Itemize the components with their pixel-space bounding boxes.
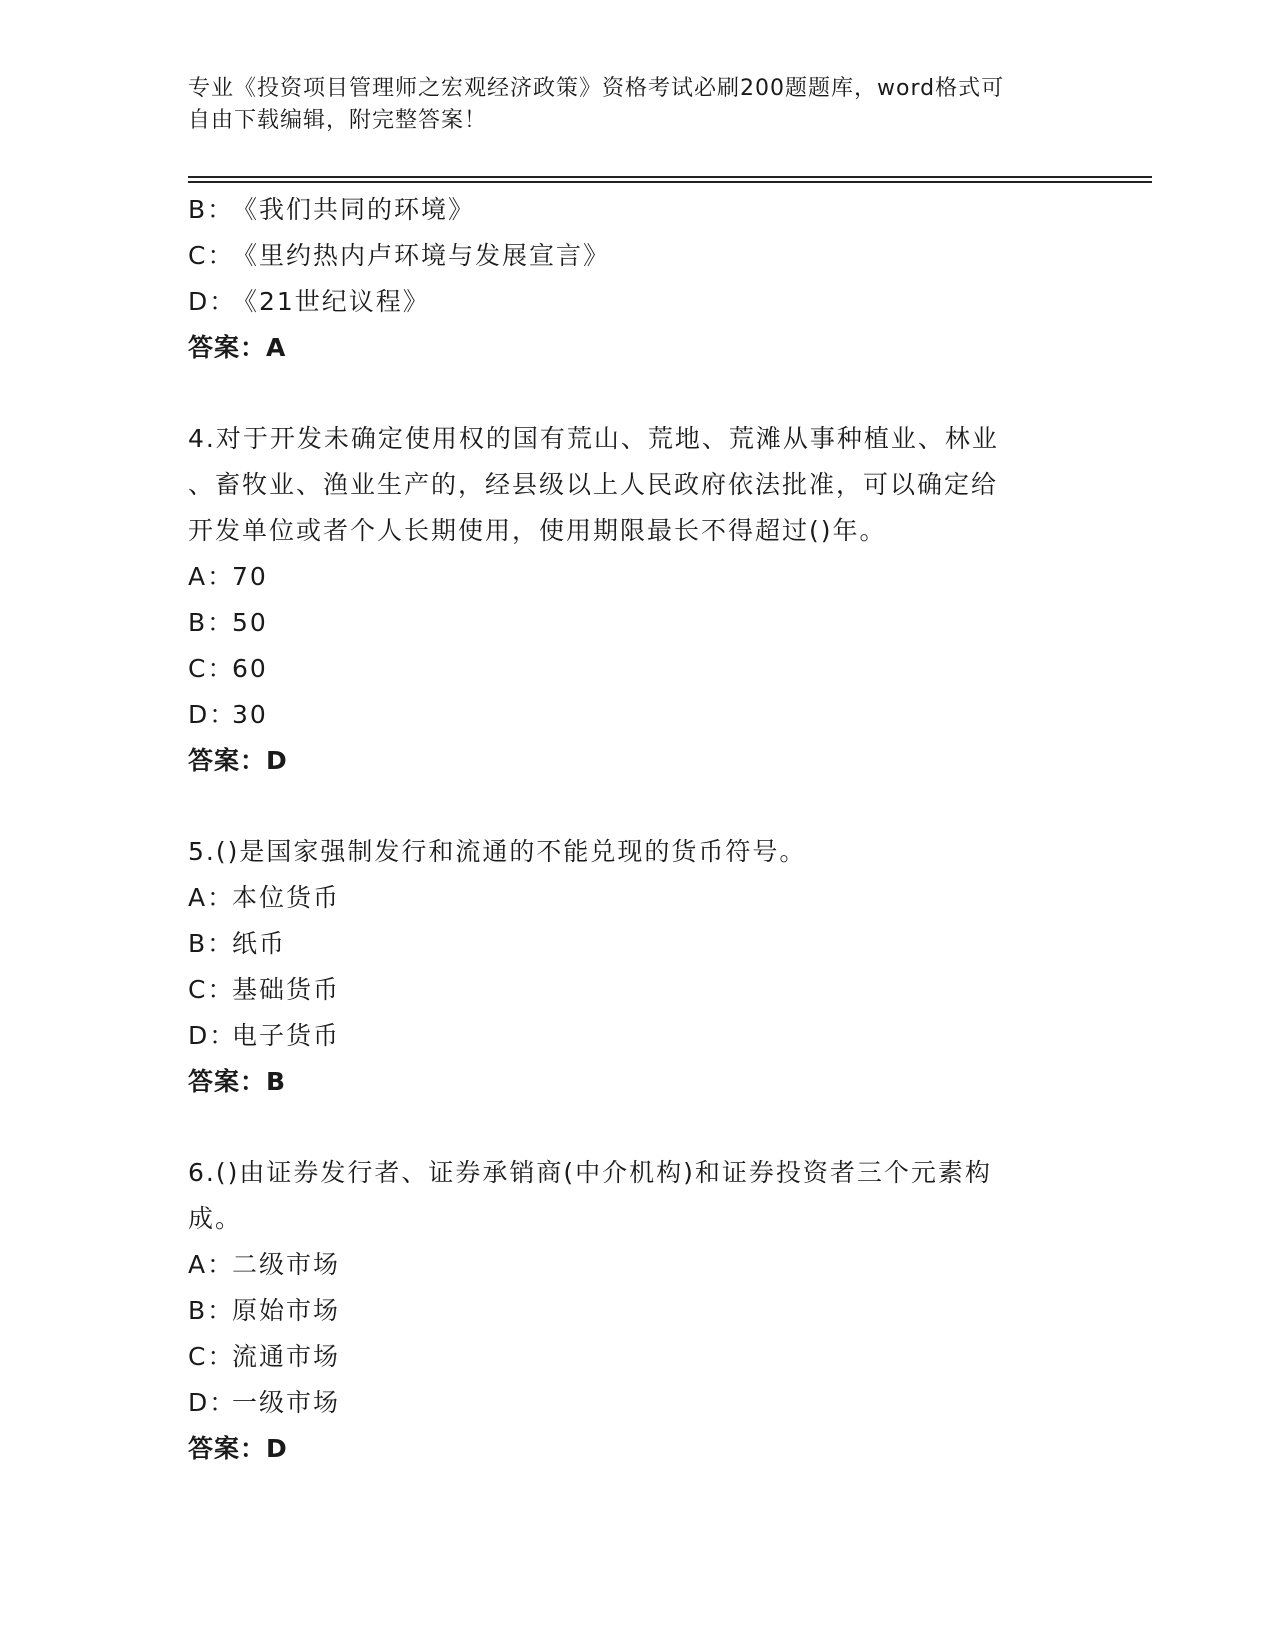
header-divider-top xyxy=(188,176,1152,178)
option-d xyxy=(188,1380,1068,1426)
option-letter: D： xyxy=(188,700,237,729)
option-text: 60 xyxy=(232,654,268,683)
answer: 答案：A xyxy=(188,333,287,362)
option-b xyxy=(188,921,1068,967)
header-line-2: 自由下载编辑，附完整答案！ xyxy=(188,108,488,133)
option-letter: D： xyxy=(188,1388,237,1417)
option-letter: B： xyxy=(188,195,235,224)
question-list xyxy=(188,187,1068,1472)
option-letter: A： xyxy=(188,562,235,591)
question-5 xyxy=(188,829,1068,1105)
header-divider-bottom xyxy=(188,181,1152,183)
question-text-line: 5.()是国家强制发行和流通的不能兑现的货币符号。 xyxy=(188,837,807,866)
option-text: 本位货币 xyxy=(232,883,341,912)
header-line-1: 专业《投资项目管理师之宏观经济政策》资格考试必刷200题题库，word格式可 xyxy=(188,76,1005,101)
question-text-line: 、畜牧业、渔业生产的，经县级以上人民政府依法批准，可以确定给 xyxy=(188,470,999,499)
option-c xyxy=(188,1334,1068,1380)
question-text-line: 开发单位或者个人长期使用，使用期限最长不得超过()年。 xyxy=(188,516,887,545)
option-b xyxy=(188,1288,1068,1334)
option-c xyxy=(188,967,1068,1013)
option-letter: C： xyxy=(188,1342,235,1371)
answer: 答案：D xyxy=(188,746,288,775)
option-b xyxy=(188,600,1068,646)
question-3 xyxy=(188,187,1068,371)
option-d xyxy=(188,279,1068,325)
option-letter: C： xyxy=(188,654,235,683)
spacer xyxy=(188,1105,1068,1150)
option-letter: D： xyxy=(188,1021,237,1050)
option-letter: D： xyxy=(188,287,237,316)
spacer xyxy=(188,371,1068,416)
option-text: 50 xyxy=(232,608,268,637)
option-letter: B： xyxy=(188,1296,235,1325)
option-text: 二级市场 xyxy=(232,1250,341,1279)
option-letter: C： xyxy=(188,241,235,270)
option-a xyxy=(188,1242,1068,1288)
option-letter: B： xyxy=(188,929,235,958)
option-text: 纸币 xyxy=(232,929,287,958)
option-text: 《21世纪议程》 xyxy=(232,287,430,316)
spacer xyxy=(188,784,1068,829)
option-text: 《里约热内卢环境与发展宣言》 xyxy=(232,241,611,270)
option-text: 基础货币 xyxy=(232,975,341,1004)
option-text: 一级市场 xyxy=(232,1388,341,1417)
option-c xyxy=(188,646,1068,692)
answer: 答案：B xyxy=(188,1067,287,1096)
option-text: 流通市场 xyxy=(232,1342,341,1371)
option-text: 原始市场 xyxy=(232,1296,341,1325)
option-a xyxy=(188,554,1068,600)
question-4 xyxy=(188,416,1068,784)
answer: 答案：D xyxy=(188,1434,288,1463)
option-text: 30 xyxy=(232,700,268,729)
question-6 xyxy=(188,1150,1068,1472)
option-a xyxy=(188,875,1068,921)
option-b xyxy=(188,187,1068,233)
option-c xyxy=(188,233,1068,279)
option-text: 70 xyxy=(232,562,268,591)
option-letter: A： xyxy=(188,883,235,912)
option-text: 《我们共同的环境》 xyxy=(232,195,476,224)
question-text-line: 4.对于开发未确定使用权的国有荒山、荒地、荒滩从事种植业、林业 xyxy=(188,424,999,453)
option-d xyxy=(188,692,1068,738)
option-letter: C： xyxy=(188,975,235,1004)
option-letter: A： xyxy=(188,1250,235,1279)
question-text-line: 6.()由证券发行者、证券承销商(中介机构)和证券投资者三个元素构 xyxy=(188,1158,992,1187)
question-text-line: 成。 xyxy=(188,1204,243,1233)
option-d xyxy=(188,1013,1068,1059)
option-text: 电子货币 xyxy=(232,1021,341,1050)
option-letter: B： xyxy=(188,608,235,637)
document-header xyxy=(188,73,1068,137)
